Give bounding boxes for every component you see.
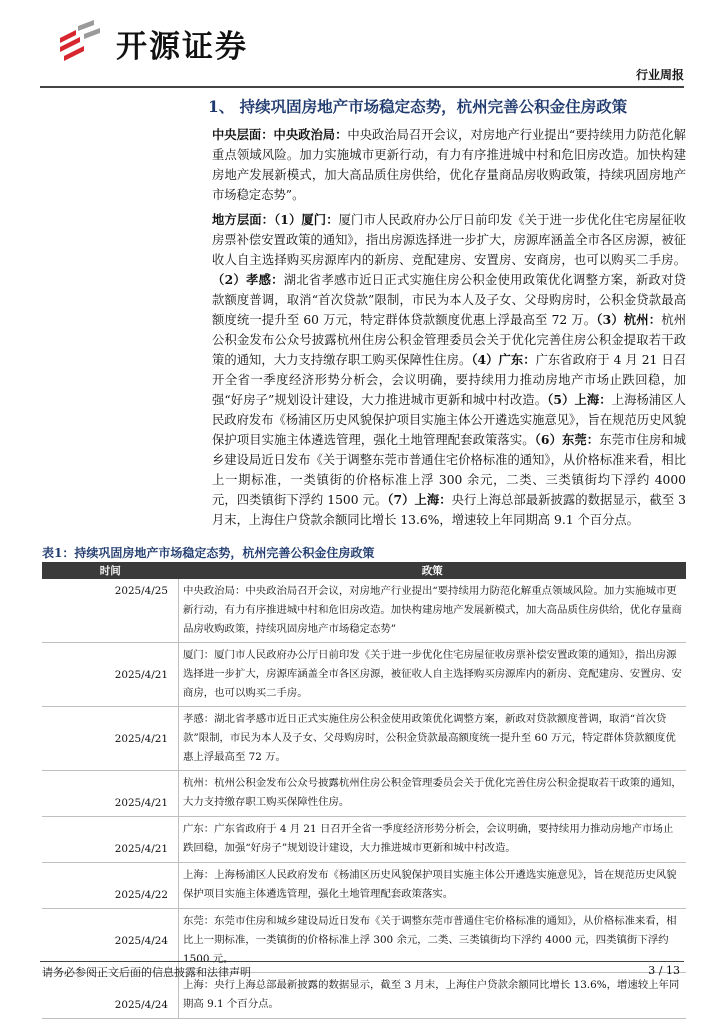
row-policy: 上海：央行上海总部最新披露的数据显示，截至 3 月末，上海住户贷款余额同比增长 13.6%，增速较上年同期高 9.1 个百分点。 — [179, 973, 687, 1019]
para-lead: 地方层面： — [212, 212, 275, 227]
row-date: 2025/4/21 — [42, 643, 179, 707]
row-policy: 广东：广东省政府于 4 月 21 日召开全省一季度经济形势分析会，会议明确，要持续用力推动房地产市场止跌回稳，加强“好房子”规划设计建设，大力推进城市更新和城中村改造。 — [179, 817, 687, 863]
para-subject: （6）东莞： — [534, 432, 600, 447]
row-policy: 厦门：厦门市人民政府办公厅日前印发《关于进一步优化住宅房屋征收房票补偿安置政策的通知》，指出房源选择进一步扩大，房源库涵盖全市各区房源，被征收人自主选择购买房源库内的新房、竞配建房、安置房、安商房，也可以购买二手房。 — [179, 643, 687, 707]
row-date: 2025/4/22 — [42, 863, 179, 909]
para-text: 上海杨浦区人民政府发布《杨浦区历史风貌保护项目实施主体公开遴选实施意见》，旨在规范历史风貌保护项目实施主体遴选管理，强化土地管理配套政策落实。 — [212, 393, 686, 447]
table-row — [42, 707, 686, 771]
table-row — [42, 771, 686, 817]
row-date: 2025/4/25 — [42, 579, 179, 643]
table-row — [42, 909, 686, 973]
header-divider — [40, 86, 684, 88]
para-text: 厦门市人民政府办公厅日前印发《关于进一步优化住宅房屋征收房票补偿安置政策的通知》，指出房源选择进一步扩大，房源库涵盖全市各区房源，被征收人自主选择购买房源库内的新房、竞配建房、安置房、安商房，也可以购买二手房。 — [212, 213, 686, 267]
table-row — [42, 817, 686, 863]
local-level-paragraph — [212, 210, 686, 530]
para-subject: （4）广东： — [471, 352, 536, 367]
para-subject: （2）孝感： — [212, 272, 284, 287]
row-policy: 中央政治局：中央政治局召开会议，对房地产行业提出“要持续用力防范化解重点领域风险。加力实施城市更新行动，有力有序推进城中村和危旧房改造。加快构建房地产发展新模式，加大高品质住房供给，优化存量商品房收购政策，持续巩固房地产市场稳定态势” — [179, 579, 687, 643]
row-policy: 上海：上海杨浦区人民政府发布《杨浦区历史风貌保护项目实施主体公开遴选实施意见》，旨在规范历史风貌保护项目实施主体遴选管理，强化土地管理配套政策落实。 — [179, 863, 687, 909]
central-level-paragraph — [212, 125, 686, 205]
para-subject: （3）杭州： — [596, 312, 662, 327]
column-header-date: 时间 — [42, 562, 179, 579]
para-text: 湖北省孝感市近日正式实施住房公积金使用政策优化调整方案，新政对贷款额度普调，取消“首次贷款”限制，市民为本人及子女、父母购房时，公积金贷款最高额度统一提升至 60 万元，特定群体贷款额度优惠上浮最高至 72 万。 — [212, 273, 686, 327]
report-type-label: 行业周报 — [635, 68, 684, 82]
table-title: 表1：持续巩固房地产市场稳定态势，杭州完善公积金住房政策 — [42, 546, 375, 560]
para-text: 中央政治局召开会议，对房地产行业提出“要持续用力防范化解重点领域风险。加力实施城市更新行动，有力有序推进城中村和危旧房改造。加快构建房地产发展新模式，加大高品质住房供给，优化存量商品房收购政策，持续巩固房地产市场稳定态势”。 — [212, 128, 686, 202]
row-date: 2025/4/24 — [42, 973, 179, 1019]
row-date: 2025/4/24 — [42, 909, 179, 973]
para-subject: （7）上海： — [387, 492, 452, 507]
row-date: 2025/4/21 — [42, 771, 179, 817]
para-subject: （1）厦门： — [274, 212, 339, 227]
row-policy: 孝感：湖北省孝感市近日正式实施住房公积金使用政策优化调整方案，新政对贷款额度普调，取消“首次贷款”限制，市民为本人及子女、父母购房时，公积金贷款最高额度统一提升至 60 万元，特定群体贷款额度优惠上浮最高至 72 万。 — [179, 707, 687, 771]
column-header-policy: 政策 — [179, 562, 687, 579]
row-policy: 东莞：东莞市住房和城乡建设局近日发布《关于调整东莞市普通住宅价格标准的通知》，从价格标准来看，相比上一期标准，一类镇街的价格标准上浮 300 余元，二类、三类镇街均下浮约 4000 元，四类镇街下浮约 1500 元。 — [179, 909, 687, 973]
brand-logo-icon — [54, 20, 114, 64]
para-text: 杭州公积金发布公众号披露杭州住房公积金管理委员会关于优化完善住房公积金提取若干政策的通知，大力支持缴存职工购买保障性住房。 — [212, 313, 686, 367]
policy-table — [42, 562, 686, 1019]
para-subject: 中央政治局： — [273, 127, 348, 142]
row-date: 2025/4/21 — [42, 817, 179, 863]
table-row — [42, 643, 686, 707]
para-lead: 中央层面： — [212, 127, 274, 142]
para-subject: （5）上海： — [547, 392, 612, 407]
brand-name: 开源证券 — [116, 29, 248, 65]
para-text: 央行上海总部最新披露的数据显示，截至 3 月末，上海住户贷款余额同比增长 13.6%，增速较上年同期高 9.1 个百分点。 — [212, 493, 686, 527]
page-number: 3 / 13 — [648, 964, 680, 977]
table-row — [42, 579, 686, 643]
section-title: 1、 持续巩固房地产市场稳定态势，杭州完善公积金住房政策 — [208, 97, 628, 116]
table-header-row — [42, 562, 686, 579]
footer-disclaimer: 请务必参阅正文后面的信息披露和法律声明 — [42, 966, 251, 979]
para-text: 东莞市住房和城乡建设局近日发布《关于调整东莞市普通住宅价格标准的通知》，从价格标准来看，相比上一期标准，一类镇街的价格标准上浮 300 余元，二类、三类镇街均下浮约 4000 元，四类镇街下浮约 1500 元。 — [212, 433, 686, 507]
footer-divider — [40, 961, 684, 962]
para-text: 广东省政府于 4 月 21 日召开全省一季度经济形势分析会，会议明确，要持续用力推动房地产市场止跌回稳，加强“好房子”规划设计建设，大力推进城市更新和城中村改造。 — [212, 353, 686, 407]
row-date: 2025/4/21 — [42, 707, 179, 771]
table-row — [42, 863, 686, 909]
row-policy: 杭州：杭州公积金发布公众号披露杭州住房公积金管理委员会关于优化完善住房公积金提取若干政策的通知，大力支持缴存职工购买保障性住房。 — [179, 771, 687, 817]
